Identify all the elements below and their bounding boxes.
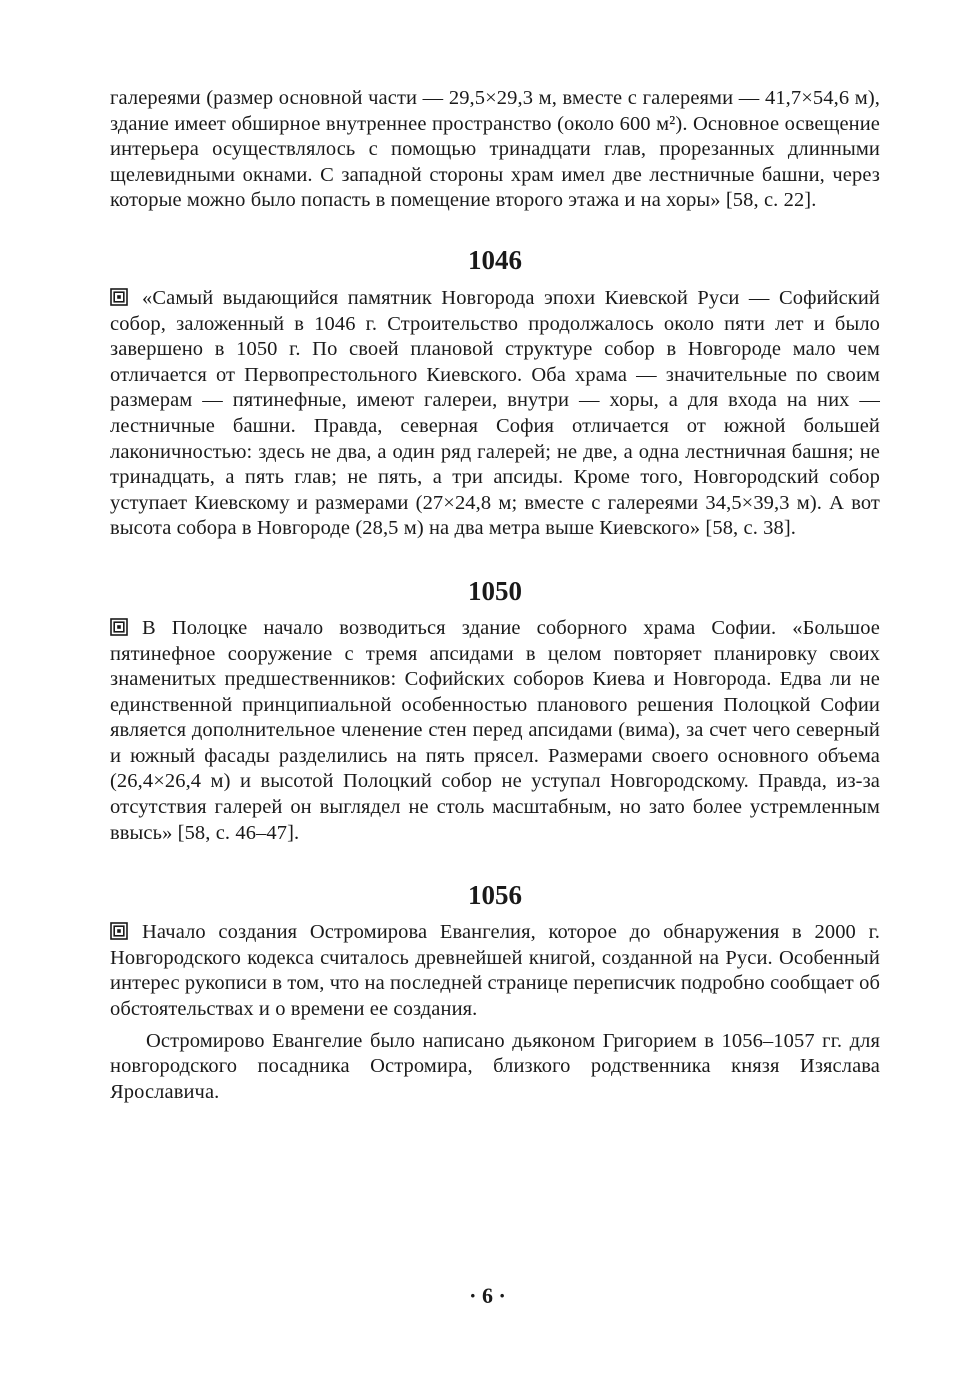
- square-spiral-bullet-icon: [110, 288, 128, 306]
- entry-paragraph: [110, 616, 880, 846]
- year-heading: 1046: [468, 244, 522, 275]
- entry-text: «Самый выдающийся памятник Новгорода эпохи Киевской Руси — Софийский собор, заложенный в 1046 г. Строительство продолжалось около пяти лет и было завершено в 1050 г. По своей плановой структуре собор в Новгороде мало чем отличается от Первопрестольного Киевского. Оба храма — значительные по своим размерам — пятинефные, имеют галереи, внутри — хоры, а для входа на них — лестничные башни. Правда, северная София отличается от южной большей лаконичностью: здесь не два, а один ряд галерей; не две, а одна лестничная башня; не тринадцать, а пять глав; не пять, а три апсиды. Кроме того, Новгородский собор уступает Киевскому и размерами (27×24,8 м; вместе с галереями 34,5×39,3 м). А вот высота собора в Новгороде (28,5 м) на два метра выше Киевского» [58, с. 38].: [110, 286, 880, 540]
- year-heading: 1056: [468, 880, 522, 911]
- entry-text: В Полоцке начало возводиться здание соборного храма Софии. «Большое пятинефное сооружение с тремя апсидами в целом повторяет планировку своих знаменитых предшественников: Софийских соборов Киева и Новгорода. Едва ли не единственной принципиальной особенностью планового решения Полоцкой Софии является дополнительное членение стен перед апсидами (вима), за счет чего северный и южный фасады разделились на пять прясел. Размерами своего основного объема (26,4×26,4 м) и высотой Полоцкий собор не уступал Новгородскому. Правда, из-за отсутствия галерей он выглядел не столь масштабным, но зато более устремленным ввысь» [58, с. 46–47].: [110, 616, 880, 844]
- section-1046: [110, 244, 880, 542]
- continuation-paragraph: Остромирово Евангелие было написано дьяконом Григорием в 1056–1057 гг. для новгородского посадника Остромира, близкого родственника князя Изяслава Ярославича.: [110, 1029, 880, 1103]
- page-number: · 6 ·: [469, 1283, 506, 1308]
- section-1056: [110, 879, 880, 1105]
- square-spiral-bullet-icon: [110, 922, 128, 940]
- entry-paragraph: [110, 920, 880, 1022]
- page-body: [110, 86, 880, 1105]
- year-heading: 1050: [468, 575, 522, 606]
- entry-paragraph: [110, 286, 880, 542]
- section-1050: [110, 575, 880, 846]
- entry-text: Начало создания Остромирова Евангелия, которое до обнаружения в 2000 г. Новгородского кодекса считалось древнейшей книгой, созданной на Руси. Особенный интерес рукописи в том, что на последней странице переписчик подробно сообщает об обстоятельствах и о времени ее создания.: [110, 921, 880, 1021]
- square-spiral-bullet-icon: [110, 618, 128, 636]
- intro-paragraph: галереями (размер основной части — 29,5×29,3 м, вместе с галереями — 41,7×54,6 м), здание имеет обширное внутреннее пространство (около 600 м²). Основное освещение интерьера осуществлялось с помощью тринадцати глав, прорезанных длинными щелевидными окнами. С западной стороны храм имел две лестничные башни, через которые можно было попасть в помещение второго этажа и на хоры» [58, с. 22].: [110, 87, 880, 212]
